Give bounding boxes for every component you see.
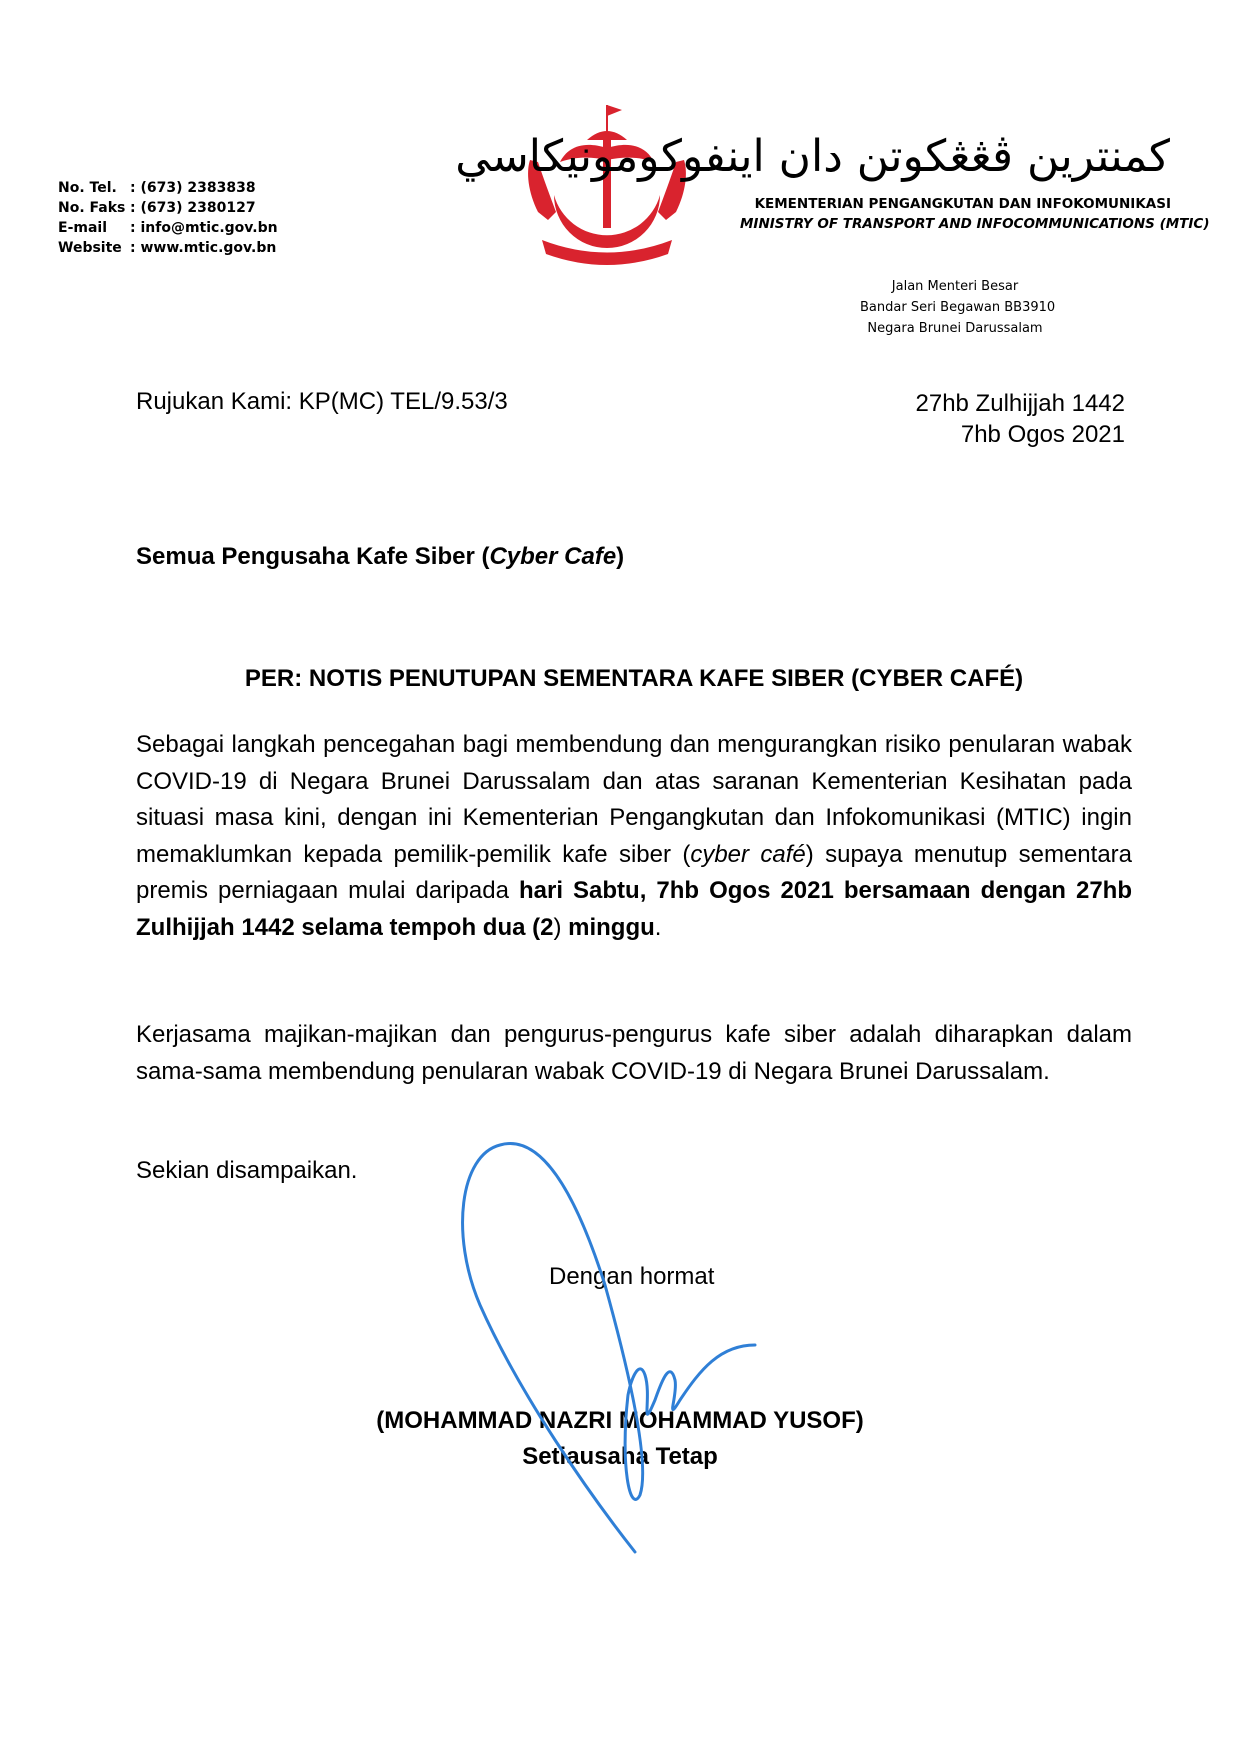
address-line: Negara Brunei Darussalam [867, 321, 1043, 336]
letter-date [800, 388, 1125, 450]
tel-value: : (673) 2383838 [130, 180, 256, 196]
contact-block [58, 178, 278, 258]
letter-subject: PER: NOTIS PENUTUPAN SEMENTARA KAFE SIBER (CYBER CAFÉ) [244, 665, 1024, 692]
recipient [136, 543, 624, 571]
recipient-italic: Cyber Cafe [489, 543, 617, 570]
contact-fax [58, 198, 278, 218]
website-label: Website [58, 240, 122, 256]
handwritten-signature [440, 1135, 790, 1555]
address-line: Jalan Menteri Besar [891, 279, 1019, 294]
brunei-crest-logo [522, 100, 732, 275]
reference-number: Rujukan Kami: KP(MC) TEL/9.53/3 [136, 388, 508, 415]
contact-tel [58, 178, 278, 198]
contact-website [58, 238, 278, 258]
closing-line: Sekian disampaikan. [136, 1157, 358, 1184]
regards-line: Dengan hormat [549, 1263, 715, 1290]
p1-text: ) [553, 913, 562, 941]
ministry-name-jawi: كمنترين ڤڠڠكوتن دان اينفوكومونيكاسي [455, 131, 1170, 182]
p1-bold: minggu [561, 913, 655, 941]
p1-text: . [654, 913, 662, 941]
date-hijri: 27hb Zulhijjah 1442 [915, 390, 1125, 417]
p1-text: ) supaya menutup sementara premis perniagaan mulai daripada [136, 840, 1133, 904]
signatory-name: (MOHAMMAD NAZRI MOHAMMAD YUSOF) [376, 1407, 864, 1434]
email-label: E-mail [58, 220, 108, 236]
recipient-close: ) [616, 543, 625, 570]
email-value: : info@mtic.gov.bn [130, 220, 278, 236]
fax-label: No. Faks [58, 200, 126, 216]
date-gregorian: 7hb Ogos 2021 [960, 421, 1125, 448]
ministry-address [860, 276, 1056, 339]
p1-italic: cyber café [690, 840, 806, 868]
website-value: : www.mtic.gov.bn [130, 240, 277, 256]
contact-email [58, 218, 278, 238]
p1-bold: hari Sabtu, 7hb Ogos 2021 bersamaan dengan 27hb Zulhijjah 1442 selama tempoh dua (2 [136, 877, 1132, 941]
ministry-name-malay: KEMENTERIAN PENGANGKUTAN DAN INFOKOMUNIKASI [754, 196, 1171, 212]
fax-value: : (673) 2380127 [130, 200, 256, 216]
p1-text: Sebagai langkah pencegahan bagi membendung dan mengurangkan risiko penularan wabak COVID-19 di Negara Brunei Darussalam dan atas saranan Kementerian Kesihatan pada situasi masa kini, dengan ini Kementerian Pengangkutan dan Infokomunikasi (MTIC) ingin memaklumkan kepada pemilik-pemilik kafe siber ( [136, 731, 1132, 868]
recipient-text: Semua Pengusaha Kafe Siber ( [136, 543, 490, 570]
body-paragraph-1 [136, 727, 1132, 946]
body-paragraph-2: Kerjasama majikan-majikan dan pengurus-pengurus kafe siber adalah diharapkan dalam sama-sama membendung penularan wabak COVID-19 di Negara Brunei Darussalam. [136, 1021, 1132, 1085]
tel-label: No. Tel. [58, 180, 117, 196]
signatory-title: Setiausaha Tetap [522, 1443, 718, 1470]
address-line: Bandar Seri Begawan BB3910 [860, 300, 1056, 315]
ministry-name-english: MINISTRY OF TRANSPORT AND INFOCOMMUNICATIONS (MTIC) [740, 216, 1210, 232]
